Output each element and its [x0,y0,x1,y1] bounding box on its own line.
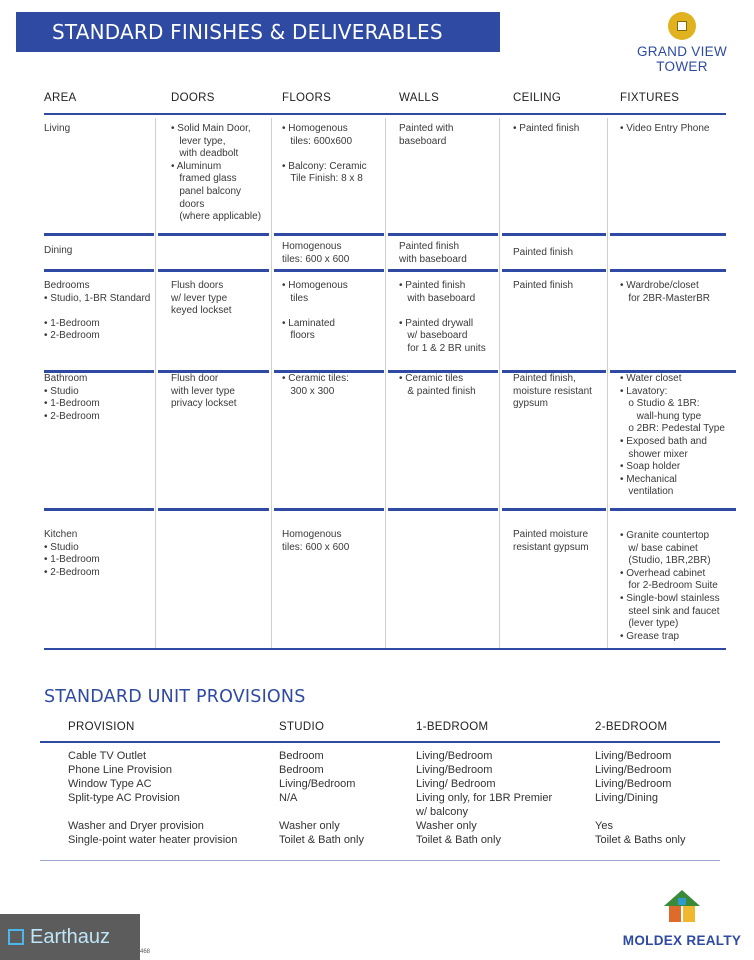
cell-line: with deadbolt [171,148,239,160]
cell-line: Living/Bedroom [279,778,356,790]
cell-bedrooms-walls [399,280,486,356]
row-separator [158,269,269,272]
cell-line: • 1-Bedroom [44,554,100,566]
cell-line: wall-hung type [620,410,702,422]
cell-line: o 2BR: Pedestal Type [620,423,725,435]
cell-line: Washer only [416,820,477,832]
cell-line: Painted finish, [513,373,576,384]
cell-kitchen-fixtures [620,530,720,643]
cell-line: lever type, [171,135,226,147]
row-separator [388,269,498,272]
cell-bedrooms-fixtures [620,280,710,305]
cell-line: • Solid Main Door, [171,123,251,134]
row-separator [44,269,154,272]
cell-line: Living/Bedroom [595,764,672,776]
cell-line: Living/Bedroom [416,764,493,776]
house-icon [8,929,24,945]
cell-line: panel balcony [171,185,242,197]
provisions-bottom-line [40,860,720,861]
cell-line: • Grease trap [620,630,680,642]
column-divider [385,118,386,650]
cell-bathroom-fixtures [620,373,725,499]
earthauz-watermark [0,914,140,960]
moldex-logo [614,888,750,948]
cell-line: ventilation [620,486,674,498]
row-separator [388,233,498,236]
cell-line: • 2-Bedroom [44,410,100,422]
cell-line: Tile Finish: 8 x 8 [282,173,363,185]
provisions-header-1br: 1-BEDROOM [416,721,489,733]
grand-view-tower-logo [632,12,732,74]
cell-line: • Studio [44,541,79,553]
cell-living-doors [171,123,261,224]
header-walls: WALLS [399,92,440,104]
row-separator [502,233,606,236]
cell-line: • Water closet [620,373,682,384]
cell-bedrooms-ceiling [513,280,573,293]
cell-line: Painted finish [513,247,574,258]
cell-line: Living/ Bedroom [416,778,496,790]
cell-living-walls [399,123,453,148]
cell-line: • 2-Bedroom [44,330,100,342]
cell-line: Cable TV Outlet [68,750,147,762]
footer-fine-print: 468 [140,949,151,955]
provisions-header-provision: PROVISION [68,721,135,733]
cell-living-floors [282,123,367,186]
cell-dining-walls [399,241,467,266]
cell-line: • Video Entry Phone [620,123,710,134]
cell-bedrooms-doors [171,280,232,318]
header-floors: FLOORS [282,92,332,104]
provisions-header-2br: 2-BEDROOM [595,721,668,733]
cell-line: • Lavatory: [620,385,668,397]
cell-line: resistant gypsum [513,541,589,553]
cell-line: gypsum [513,398,549,410]
provisions-header-underline [40,741,720,743]
cell-line: tiles [282,292,309,304]
cell-line: tiles: 600 x 600 [282,253,350,265]
cell-line: Bedroom [279,750,324,762]
cell-line: & painted finish [399,385,476,397]
moldex-house-icon [662,888,702,924]
cell-line: Living/Bedroom [416,750,493,762]
cell-line: for 2BR-MasterBR [620,292,711,304]
row-separator [502,269,606,272]
cell-line: Phone Line Provision [68,764,172,776]
row-separator [610,269,726,272]
cell-line: • Ceramic tiles [399,373,464,384]
cell-line: framed glass [171,173,237,185]
cell-line: Painted finish [513,280,574,291]
cell-line: (Studio, 1BR,2BR) [620,555,711,567]
cell-line: for 2-Bedroom Suite [620,580,718,592]
cell-line: tiles: 600 x 600 [282,541,350,553]
provisions-col-2br [595,749,686,847]
cell-line: • Granite countertop [620,530,710,541]
cell-line [595,805,686,819]
cell-line: shower mixer [620,448,688,460]
cell-line: floors [282,330,315,342]
cell-line [282,148,367,161]
cell-line: • Homogenous [282,123,348,134]
cell-line: Washer and Dryer provision [68,820,204,832]
cell-line: 300 x 300 [282,385,335,397]
cell-bathroom-doors [171,373,237,411]
cell-line: Bedrooms [44,280,90,291]
cell-line: Flush doors [171,280,224,291]
cell-dining-floors [282,241,349,266]
cell-line: doors [171,198,205,210]
cell-line: (where applicable) [171,211,262,223]
cell-line: Bedroom [279,764,324,776]
cell-line: • Studio [44,385,79,397]
cell-bedrooms-area [44,280,150,343]
provisions-header-studio: STUDIO [279,721,325,733]
row-separator [158,508,269,511]
table-bottom-line [44,648,726,650]
cell-line: • 1-Bedroom [44,317,100,329]
cell-line: Dining [44,245,73,256]
cell-line [399,305,486,318]
row-separator [44,233,154,236]
page-title: STANDARD FINISHES & DELIVERABLES [16,12,500,52]
cell-line: Toilet & Baths only [595,834,686,846]
cell-line: Split-type AC Provision [68,792,180,804]
cell-line: • 2-Bedroom [44,566,100,578]
cell-living-area [44,123,70,136]
cell-dining-area [44,245,72,258]
header-doors: DOORS [171,92,215,104]
cell-line: Toilet & Bath only [279,834,364,846]
cell-line: baseboard [399,135,447,147]
cell-line: • Laminated [282,317,335,329]
cell-bathroom-area [44,373,100,423]
cell-bathroom-floors [282,373,349,398]
row-separator [610,233,726,236]
watermark-text: Earthauz [30,925,111,948]
cell-line: Homogenous [282,241,342,252]
header-area: AREA [44,92,77,104]
column-divider [499,118,500,650]
row-separator [274,269,384,272]
cell-line [44,305,150,318]
cell-line: Living/Bedroom [595,778,672,790]
cell-living-ceiling [513,123,579,136]
cell-line: • Overhead cabinet [620,567,706,579]
cell-line: Living/Bedroom [595,750,672,762]
header-fixtures: FIXTURES [620,92,680,104]
cell-line: w/ balcony [416,806,468,818]
cell-line: tiles: 600x600 [282,135,353,147]
cell-line: Toilet & Bath only [416,834,501,846]
header-ceiling: CEILING [513,92,562,104]
provisions-col-1br [416,749,552,847]
cell-line: w/ lever type [171,292,228,304]
cell-line [68,805,237,819]
column-divider [155,118,156,650]
cell-line: • Balcony: Ceramic [282,160,367,172]
cell-line: Painted finish [399,241,460,252]
provisions-col-studio [279,749,364,847]
cell-line: • Mechanical [620,473,677,485]
cell-bathroom-ceiling [513,373,592,411]
provisions-col-provision [68,749,237,847]
cell-line: (lever type) [620,618,679,630]
row-separator [274,233,384,236]
cell-line: • Exposed bath and [620,435,707,447]
cell-line: • Single-bowl stainless [620,592,720,604]
cell-line: Living [44,123,71,134]
cell-line: • 1-Bedroom [44,398,100,410]
cell-dining-ceiling [513,247,573,260]
logo-line-1: GRAND VIEW [636,44,727,59]
cell-line: • Homogenous [282,280,348,291]
cell-line: Painted with [399,123,454,134]
cell-kitchen-area [44,529,100,579]
developer-name: MOLDEX REALTY [622,933,742,948]
row-separator [158,233,269,236]
cell-line [282,305,348,318]
row-separator [274,508,384,511]
cell-line: Homogenous [282,529,342,540]
row-separator [388,508,498,511]
cell-line: Painted moisture [513,529,589,540]
cell-line: • Aluminum [171,160,222,172]
cell-line: privacy lockset [171,398,237,410]
header-underline [44,113,726,115]
cell-line: with baseboard [399,253,467,265]
cell-line: • Painted finish [513,123,580,134]
coin-logo-icon [668,12,696,40]
cell-line: Single-point water heater provision [68,834,238,846]
cell-line: Window Type AC [68,778,152,790]
column-divider [607,118,608,650]
logo-line-2: TOWER [656,59,708,74]
cell-line: • Ceramic tiles: [282,373,349,384]
provisions-title: STANDARD UNIT PROVISIONS [44,687,306,707]
cell-line: Flush door [171,373,219,384]
cell-line: • Painted finish [399,280,466,291]
cell-line: for 1 & 2 BR units [399,342,486,354]
cell-line: with lever type [171,385,235,397]
cell-kitchen-ceiling [513,529,589,554]
cell-line: Washer only [279,820,340,832]
cell-line: moisture resistant [513,385,592,397]
cell-bathroom-walls [399,373,476,398]
cell-line: w/ baseboard [399,330,468,342]
row-separator [610,508,736,511]
cell-kitchen-floors [282,529,349,554]
cell-line: Kitchen [44,529,78,540]
column-divider [271,118,272,650]
cell-line: Yes [595,820,613,832]
cell-line: • Wardrobe/closet [620,280,699,291]
cell-line: • Painted drywall [399,317,474,329]
cell-line: • Studio, 1-BR Standard [44,292,151,304]
cell-line: keyed lockset [171,305,232,317]
cell-living-fixtures [620,123,710,136]
cell-line: w/ base cabinet [620,542,698,554]
cell-line: • Soap holder [620,461,681,473]
cell-bedrooms-floors [282,280,348,343]
row-separator [44,508,154,511]
cell-line [279,805,364,819]
cell-line: o Studio & 1BR: [620,398,700,410]
cell-line: Living/Dining [595,792,658,804]
row-separator [502,508,606,511]
cell-line: Living only, for 1BR Premier [416,792,553,804]
cell-line: Bathroom [44,373,88,384]
cell-line: N/A [279,792,298,804]
cell-line: steel sink and faucet [620,605,720,617]
cell-line: with baseboard [399,292,476,304]
